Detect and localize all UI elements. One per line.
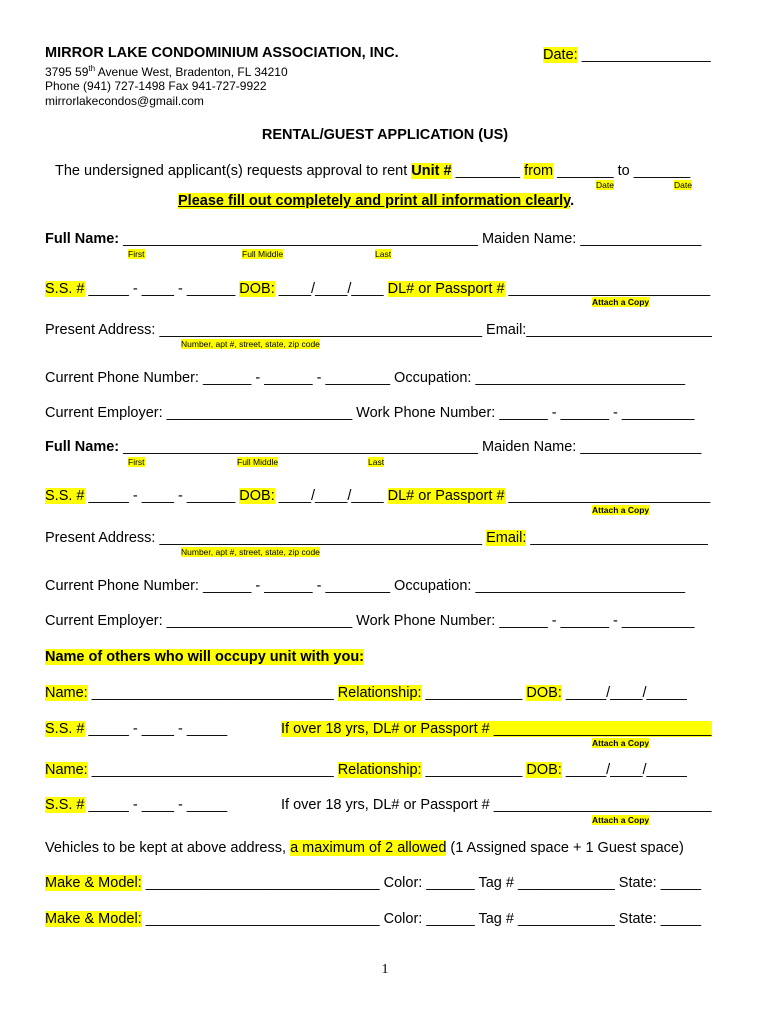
employer-field-2[interactable]: Current Employer: _______________________ Work Phone Number: ______ - ______ - _________ (45, 613, 695, 629)
attach-copy-2: Attach a Copy (592, 505, 650, 515)
first-hint-1: First (128, 249, 145, 259)
date-hint-from: Date (596, 180, 614, 190)
org-name: MIRROR LAKE CONDOMINIUM ASSOCIATION, INC. (45, 45, 399, 61)
address-email-field-1[interactable]: Present Address: ________________________________________ Email:_______________________ (45, 322, 712, 338)
employer-field-1[interactable]: Current Employer: _______________________ Work Phone Number: ______ - ______ - _________ (45, 405, 695, 421)
page-title: RENTAL/GUEST APPLICATION (US) (261, 127, 509, 143)
page-number: 1 (381, 962, 389, 977)
last-hint-1: Last (375, 249, 392, 259)
address-hint-2: Number, apt #, street, state, zip code (181, 547, 320, 557)
other-name-field-1[interactable]: Name: ______________________________ Relationship: ____________ DOB: _____/____/_____ (45, 685, 687, 701)
middle-hint-1: Full Middle (242, 249, 284, 259)
from-label: from (524, 163, 554, 179)
first-hint-2: First (128, 457, 145, 467)
vehicle-field-2[interactable]: Make & Model: _____________________________ Color: ______ Tag # ____________ State: _____ (45, 911, 702, 927)
attach-copy-1: Attach a Copy (592, 297, 650, 307)
attach-copy-3: Attach a Copy (592, 738, 650, 748)
org-phone: Phone (941) 727-1498 Fax 941-727-9922 (45, 79, 267, 93)
org-email: mirrorlakecondos@gmail.com (45, 94, 204, 108)
vehicles-note: Vehicles to be kept at above address, a maximum of 2 allowed (1 Assigned space + 1 Guest space) (45, 840, 684, 856)
other-ss-field-1[interactable]: S.S. # _____ - ____ - _____ (45, 721, 228, 737)
other-name-field-2[interactable]: Name: ______________________________ Relationship: ____________ DOB: _____/____/_____ (45, 762, 687, 778)
date-line: ________________ (577, 47, 711, 63)
others-heading: Name of others who will occupy unit with you: (45, 649, 365, 665)
date-label: Date: (543, 47, 578, 63)
ss-dob-dl-field-1[interactable]: S.S. # _____ - ____ - ______ DOB: ____/____/____ DL# or Passport # _________________________ (45, 281, 711, 297)
full-name-field-1[interactable]: Full Name: ____________________________________________ Maiden Name: _______________ (45, 231, 702, 247)
other-dl-field-1[interactable]: If over 18 yrs, DL# or Passport # ___________________________ (281, 721, 712, 737)
instruction: Please fill out completely and print all information clearly. (178, 193, 575, 209)
vehicle-field-1[interactable]: Make & Model: _____________________________ Color: ______ Tag # ____________ State: _____ (45, 875, 702, 891)
last-hint-2: Last (368, 457, 385, 467)
date-hint-to: Date (674, 180, 692, 190)
middle-hint-2: Full Middle (237, 457, 279, 467)
request-line[interactable]: The undersigned applicant(s) requests approval to rent Unit # ________ from _______ to _______ (55, 163, 691, 179)
attach-copy-4: Attach a Copy (592, 815, 650, 825)
other-dl-field-2[interactable]: If over 18 yrs, DL# or Passport # ___________________________ (281, 797, 712, 813)
ss-dob-dl-field-2[interactable]: S.S. # _____ - ____ - ______ DOB: ____/____/____ DL# or Passport # _________________________ (45, 488, 711, 504)
phone-occupation-field-1[interactable]: Current Phone Number: ______ - ______ - ________ Occupation: __________________________ (45, 370, 686, 386)
phone-occupation-field-2[interactable]: Current Phone Number: ______ - ______ - ________ Occupation: __________________________ (45, 578, 686, 594)
unit-label: Unit # (411, 163, 452, 179)
address-hint-1: Number, apt #, street, state, zip code (181, 339, 320, 349)
org-address: 3795 59th Avenue West, Bradenton, FL 34210 (45, 64, 288, 79)
address-email-field-2[interactable]: Present Address: ________________________________________ Email: ______________________ (45, 530, 708, 546)
other-ss-field-2[interactable]: S.S. # _____ - ____ - _____ (45, 797, 228, 813)
date-field[interactable] (543, 47, 711, 63)
full-name-field-2[interactable]: Full Name: ____________________________________________ Maiden Name: _______________ (45, 439, 702, 455)
